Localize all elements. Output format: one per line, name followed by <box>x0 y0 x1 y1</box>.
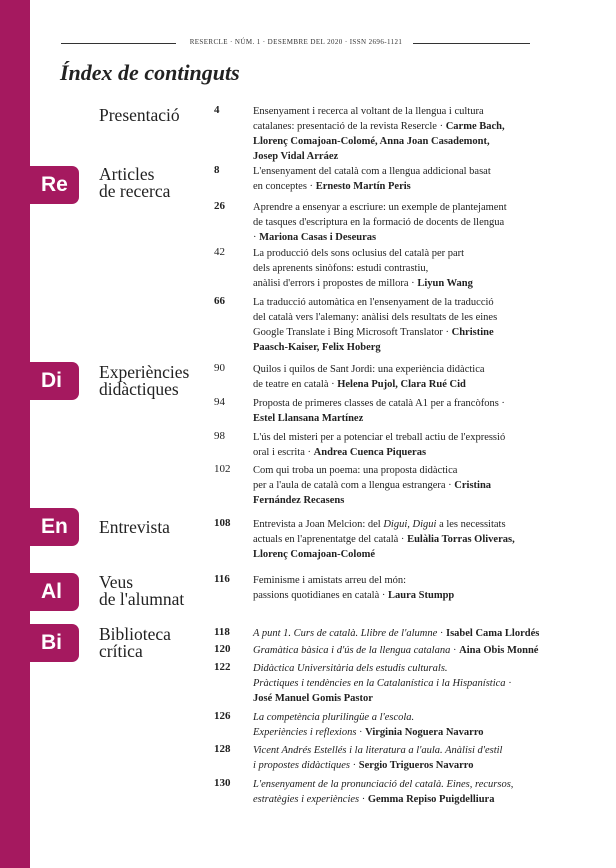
entry-text: passions quotidianes en català · <box>253 590 389 601</box>
section-line: de recerca <box>99 181 171 201</box>
tab-al: Al <box>0 573 79 611</box>
section-line: Articles <box>99 164 155 184</box>
section-experiencies <box>99 364 189 398</box>
section-entrevista <box>99 519 170 536</box>
entry-author: Isabel Cama Llordés <box>446 628 540 639</box>
entry-author: José Manuel Gomis Pastor <box>253 693 373 704</box>
entry-text: del català vers l'alemany: anàlisi dels resultats de les eines <box>253 312 498 323</box>
entry-text: a les necessitats <box>436 519 506 530</box>
entry-italic-text: Digui, Digui <box>383 519 437 530</box>
section-line: Veus <box>99 572 134 592</box>
entry-author: Cristina <box>454 480 492 491</box>
page-number: 26 <box>214 200 225 212</box>
page-number: 130 <box>214 777 231 789</box>
entry-author: Fernández Recasens <box>253 495 345 506</box>
entry-separator: · <box>359 794 368 805</box>
page-number: 122 <box>214 661 231 673</box>
section-line: Biblioteca <box>99 624 171 644</box>
entry-text: Ensenyament i recerca al voltant de la llengua i cultura <box>253 106 484 117</box>
entry-author: Laura Stumpp <box>388 590 455 601</box>
page-number: 4 <box>214 104 220 116</box>
page-number: 94 <box>214 396 225 408</box>
entry-author: Sergio Trigueros Navarro <box>358 760 474 771</box>
entry-text: de teatre en català · <box>253 379 338 390</box>
entry-separator: · <box>437 628 446 639</box>
entry-text: anàlisi d'errors i propostes de millora · <box>253 278 418 289</box>
page-number: 118 <box>214 626 230 638</box>
entry-author: Estel Llansana Martínez <box>253 413 364 424</box>
entry-author: Josep Vidal Arráez <box>253 151 339 162</box>
page-number: 90 <box>214 362 225 374</box>
entry-text: actuals en l'aprenentatge del català · <box>253 534 408 545</box>
entry-author: Llorenç Comajoan-Colomé <box>253 549 375 560</box>
page-number: 108 <box>214 517 231 529</box>
entry-text: La traducció automàtica en l'ensenyament de la traducció <box>253 297 494 308</box>
section-biblioteca <box>99 626 171 660</box>
entry-text: de tasques d'escriptura en la formació de docents de llengua <box>253 217 505 228</box>
entry-text: · <box>253 232 260 243</box>
entry-text: Entrevista a Joan Melcion: del <box>253 519 384 530</box>
entry-author: Aina Obis Monné <box>459 645 539 656</box>
section-line: crítica <box>99 641 143 661</box>
section-veus <box>99 574 184 608</box>
entry-italic-text: i propostes didàctiques <box>253 760 351 771</box>
entry-italic-text: Vicent Andrés Estellés i la literatura a l'aula. Anàlisi d'estil <box>253 745 503 756</box>
entry-text: oral i escrita · <box>253 447 314 458</box>
page-number: 102 <box>214 463 231 475</box>
page-number: 42 <box>214 246 225 258</box>
entry-text: Quilos i quilos de Sant Jordi: una experiència didàctica <box>253 364 485 375</box>
section-articles <box>99 166 170 200</box>
sidebar-band <box>0 0 30 868</box>
page-number: 116 <box>214 573 230 585</box>
section-line: didàctiques <box>99 379 179 399</box>
entry-separator: · <box>505 678 512 689</box>
entry-author: Andrea Cuenca Piqueras <box>313 447 427 458</box>
entry-author: Carme Bach, <box>445 121 505 132</box>
running-head: RESERCLE · NÚM. 1 · DESEMBRE DEL 2020 · ISSN 2696-1121 <box>189 38 403 46</box>
tab-di: Di <box>0 362 79 400</box>
page-number: 8 <box>214 164 220 176</box>
entry-italic-text: A punt 1. Curs de català. Llibre de l'alumne <box>253 628 438 639</box>
section-line: Entrevista <box>99 517 170 537</box>
entry-separator: · <box>450 645 460 656</box>
page-number: 128 <box>214 743 231 755</box>
page-number: 98 <box>214 430 225 442</box>
entry-text: Google Translate i Bing Microsoft Translator · <box>253 327 452 338</box>
tab-re: Re <box>0 166 79 204</box>
entry-text: en conceptes · <box>253 181 316 192</box>
entry-text: dels aprenents sinòfons: estudi contrastiu, <box>253 263 429 274</box>
entry-text: L'ús del misteri per a potenciar el treball actiu de l'expressió <box>253 432 506 443</box>
entry-author: Virginia Noguera Navarro <box>365 727 484 738</box>
entry-italic-text: Didàctica Universitària dels estudis culturals. <box>253 663 448 674</box>
page-number: 66 <box>214 295 225 307</box>
section-presentacio <box>99 107 180 124</box>
entry-text: L'ensenyament del català com a llengua addicional basat <box>253 166 491 177</box>
entry-author: Gemma Repiso Puigdelliura <box>367 794 495 805</box>
entry-text: Com qui troba un poema: una proposta didàctica <box>253 465 458 476</box>
entry-italic-text: La competència plurilingüe a l'escola. <box>253 712 415 723</box>
entry-italic-text: L'ensenyament de la pronunciació del català. Eines, recursos, <box>253 779 514 790</box>
page-number: 126 <box>214 710 231 722</box>
tab-en: En <box>0 508 79 546</box>
section-line: Experiències <box>99 362 190 382</box>
tab-bi: Bi <box>0 624 79 662</box>
entry-text: per a l'aula de català com a llengua estrangera · <box>253 480 455 491</box>
entry-text: catalanes: presentació de la revista Reserclе · <box>253 121 446 132</box>
entry-text: Proposta de primeres classes de català A1 per a francòfons · <box>253 398 505 409</box>
entry-author: Christine <box>451 327 494 338</box>
entry-author: Ernesto Martín Peris <box>315 181 411 192</box>
page-title: Índex de continguts <box>60 60 240 85</box>
entry-author: Paasch-Kaiser, Felix Hoberg <box>253 342 381 353</box>
entry-author: Helena Pujol, Clara Rué Cid <box>337 379 466 390</box>
entry-author: Liyun Wang <box>417 278 473 289</box>
header-rule-right <box>413 43 530 44</box>
entry-text: Aprendre a ensenyar a escriure: un exemple de plantejament <box>253 202 507 213</box>
entry-separator: · <box>350 760 359 771</box>
entry-italic-text: Experiències i reflexions <box>253 727 357 738</box>
header-rule-left <box>61 43 176 44</box>
page-number: 120 <box>214 643 231 655</box>
entry-author: Mariona Casas i Deseuras <box>259 232 377 243</box>
entry-text: La producció dels sons oclusius del català per part <box>253 248 465 259</box>
entry-italic-text: estratègies i experiències <box>253 794 360 805</box>
entry-separator: · <box>356 727 366 738</box>
entry-text: Feminisme i amistats arreu del món: <box>253 575 407 586</box>
section-line: Presentació <box>99 105 180 125</box>
entry-author: Eulàlia Torras Oliveras, <box>407 534 515 545</box>
section-line: de l'alumnat <box>99 589 185 609</box>
entry-italic-text: Pràctiques i tendències en la Catalanística i la Hispanística <box>253 678 506 689</box>
entry-author: Llorenç Comajoan-Colomé, Anna Joan Casademont, <box>253 136 490 147</box>
entry-italic-text: Gramàtica bàsica i d'ús de la llengua catalana <box>253 645 451 656</box>
